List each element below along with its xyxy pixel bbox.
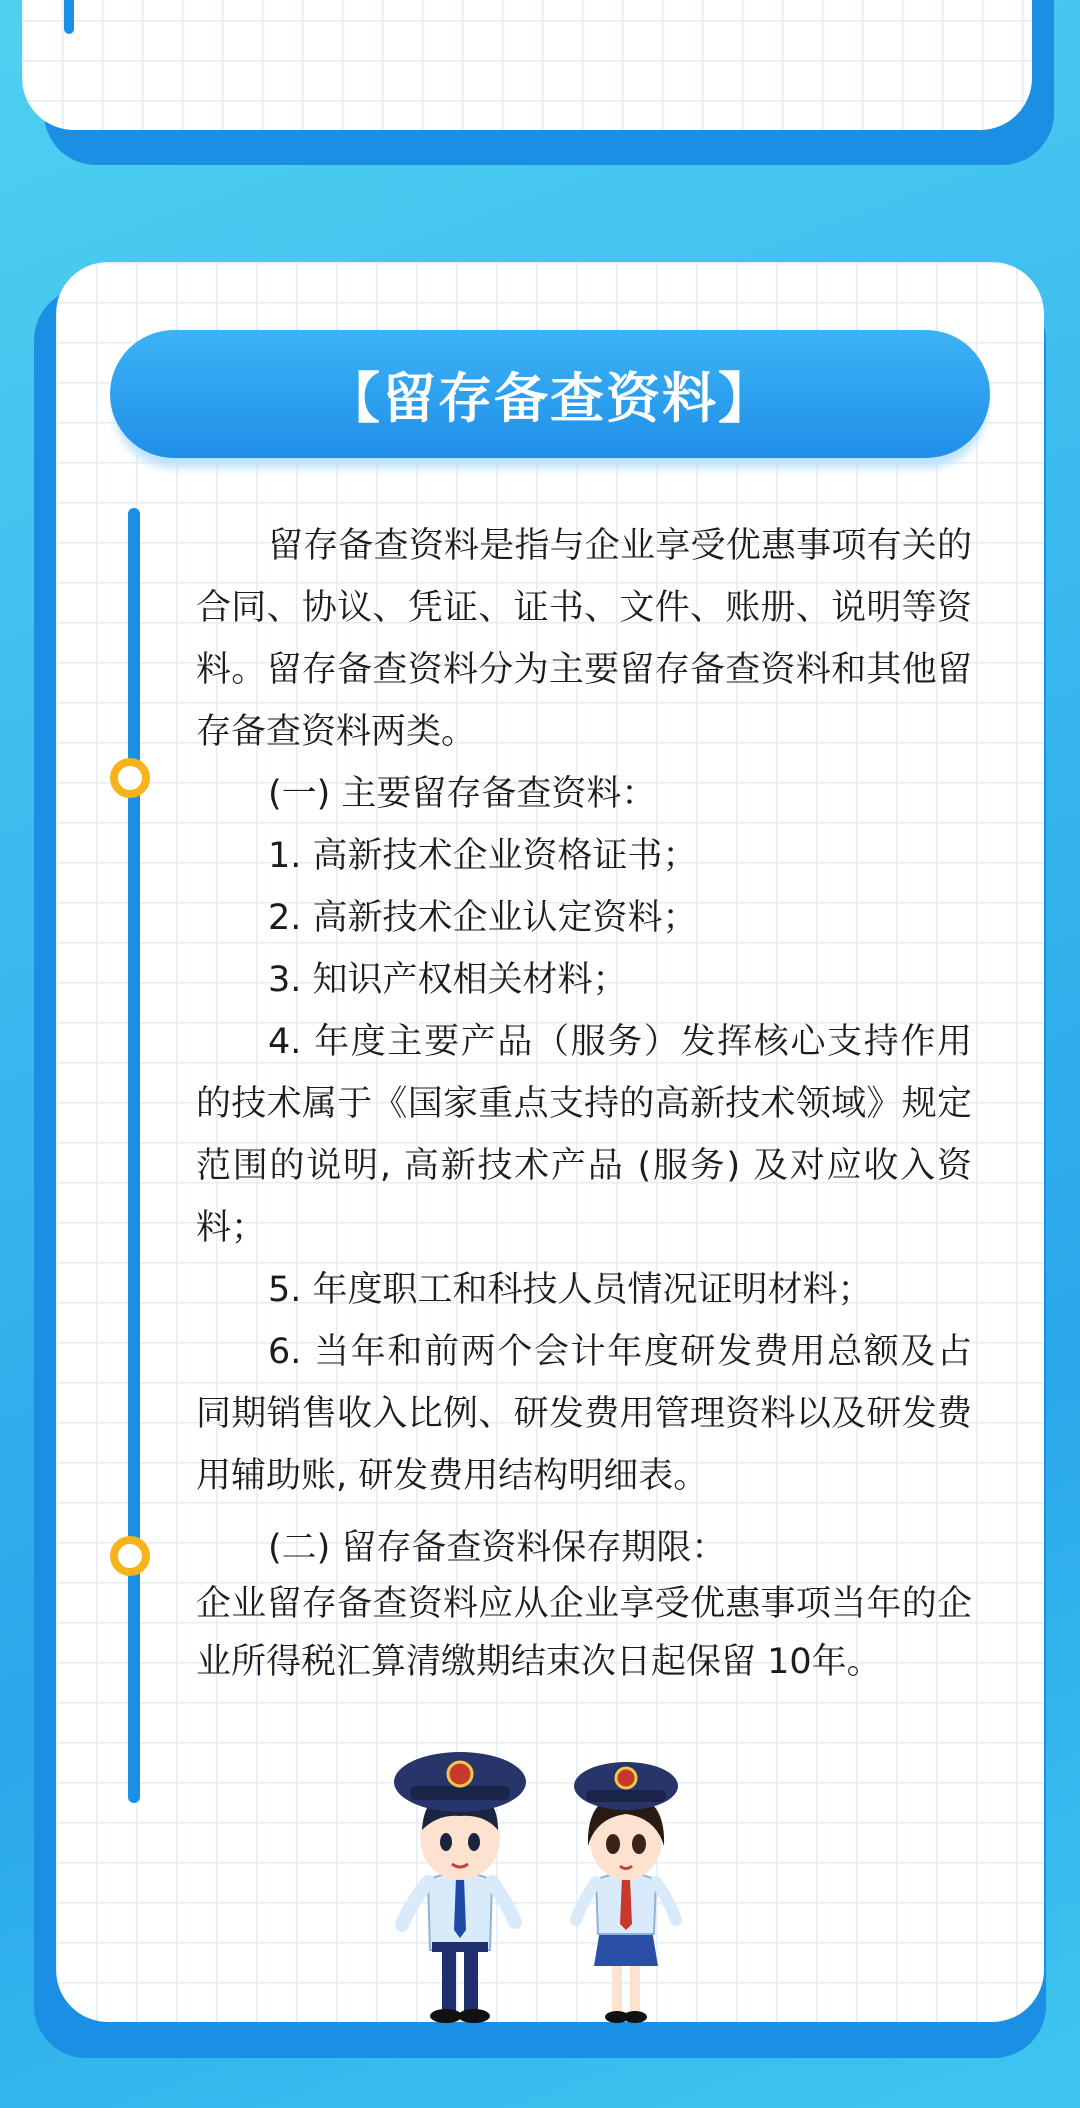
timeline-bar bbox=[128, 508, 140, 1803]
top-timeline-bar bbox=[64, 0, 74, 34]
main-materials-heading: (一) 主要留存备查资料： bbox=[268, 774, 657, 814]
content-body bbox=[196, 515, 972, 1691]
retention-period-heading: (二) 留存备查资料保存期限： bbox=[268, 1528, 727, 1568]
tax-officer-female-illustration bbox=[574, 1762, 678, 2023]
list-item: 1. 高新技术企业资格证书； bbox=[268, 836, 698, 876]
tax-officer-male-illustration bbox=[394, 1752, 526, 2023]
retention-period-text: 企业留存备查资料应从企业享受优惠事项当年的企业所得税汇算清缴期结束次日起保留 10年。 bbox=[196, 1584, 972, 1682]
tax-officers-illustration bbox=[380, 1730, 720, 2030]
list-item: 5. 年度职工和科技人员情况证明材料； bbox=[268, 1270, 873, 1310]
section-title: 【留存备查资料】 bbox=[326, 366, 774, 430]
list-item: 4. 年度主要产品（服务）发挥核心支持作用的技术属于《国家重点支持的高新技术领域》规定范围的说明, 高新技术产品 (服务) 及对应收入资料； bbox=[196, 1022, 972, 1248]
section-title-pill bbox=[110, 330, 990, 458]
list-item: 6. 当年和前两个会计年度研发费用总额及占同期销售收入比例、研发费用管理资料以及研发费用辅助账, 研发费用结构明细表。 bbox=[196, 1332, 972, 1496]
list-item: 2. 高新技术企业认定资料； bbox=[268, 898, 698, 938]
timeline-dot-icon bbox=[110, 1536, 150, 1576]
intro-paragraph: 留存备查资料是指与企业享受优惠事项有关的合同、协议、凭证、证书、文件、账册、说明等资料。留存备查资料分为主要留存备查资料和其他留存备查资料两类。 bbox=[196, 526, 972, 752]
top-card bbox=[22, 0, 1032, 130]
list-item: 3. 知识产权相关材料； bbox=[268, 960, 628, 1000]
timeline-dot-icon bbox=[110, 758, 150, 798]
